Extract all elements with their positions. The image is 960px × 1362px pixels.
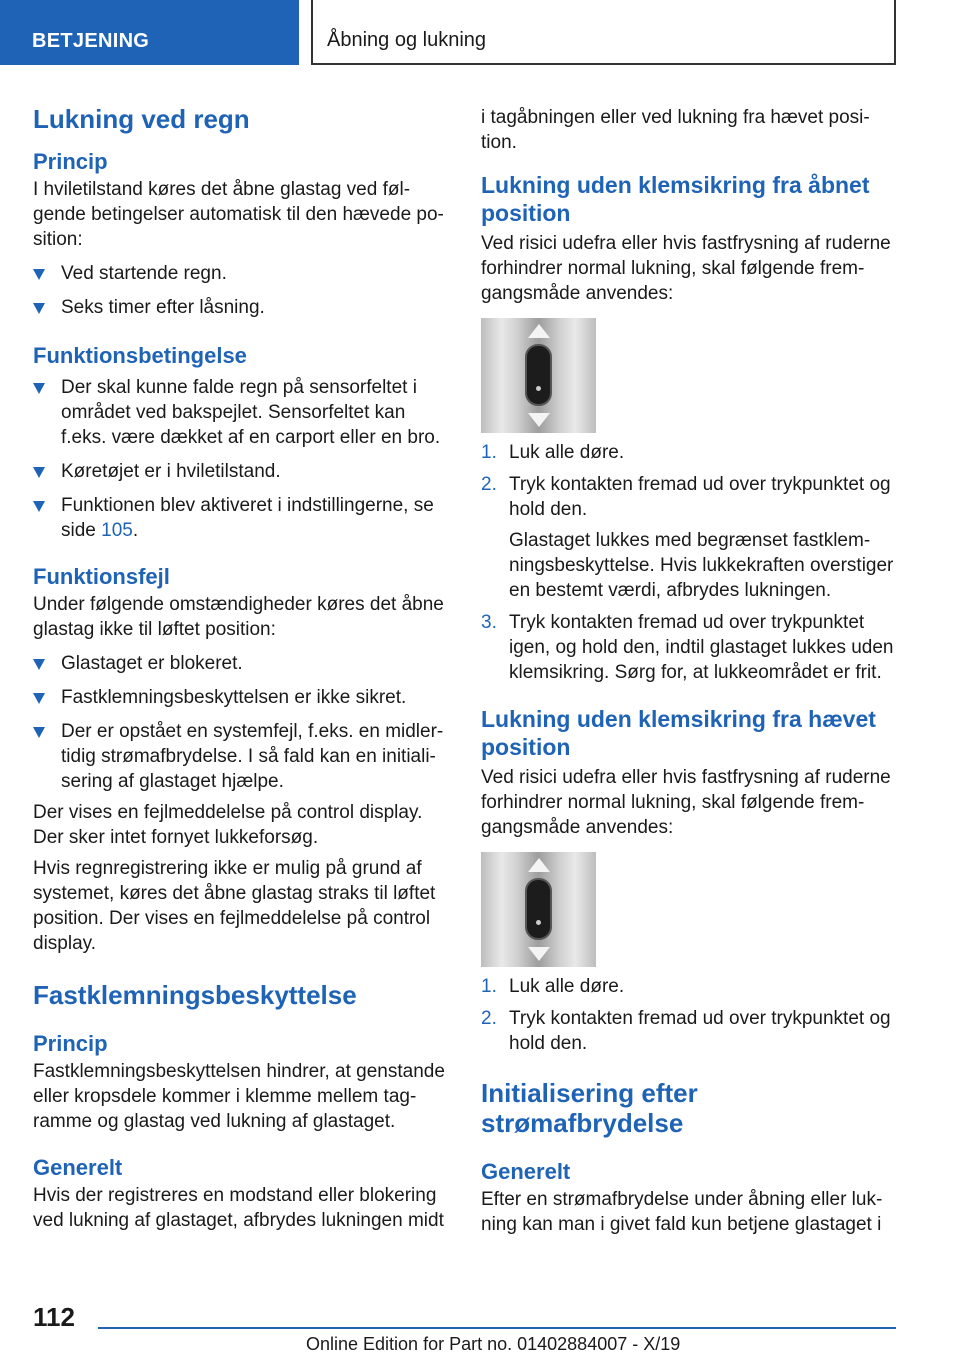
close-from-open-steps: [481, 440, 896, 685]
malfunction-text: Under følgende omstændigheder køres det åbne glastag ikke til løftet position:: [33, 594, 444, 640]
header-title: Åbning og lukning: [327, 29, 487, 51]
heading-general-2: Generelt: [481, 1159, 571, 1184]
page-number: 112: [33, 1302, 75, 1332]
footer-edition: Online Edition for Part no. 01402884007 - X/19: [306, 1334, 681, 1354]
principle-text: I hviletilstand køres det åbne glastag ved føl-gende betingelser automatisk til den hævede po-sition:: [33, 179, 444, 250]
list-item: Der er opstået en systemfejl, f.eks. en midler-tidig strømafbrydelse. I så fald kan en initiali-sering af glastaget hjælpe.: [33, 719, 448, 794]
bullet-triangle-icon: [33, 383, 45, 394]
list-item: Funktionen blev aktiveret i indstillingerne, se side 105.: [33, 493, 448, 543]
heading-principle: Princip: [33, 149, 108, 174]
bullet-triangle-icon: [33, 269, 45, 280]
header-section-label: BETJENING: [32, 30, 150, 52]
bullet-triangle-icon: [33, 727, 45, 738]
arrow-up-icon: [528, 324, 550, 338]
malfunction-bullet-list: [33, 651, 448, 794]
switch-icon: [525, 878, 552, 940]
list-item: 1. Luk alle døre.: [481, 442, 625, 463]
heading-initialization: Initialisering efter strømafbrydelse: [481, 1078, 698, 1138]
heading-malfunction: Funktionsfejl: [33, 564, 170, 589]
left-column: [33, 102, 448, 1233]
conditions-bullet-list: [33, 375, 448, 543]
list-item: 3. Tryk kontakten fremad ud over trykpunktet igen, og hold den, indtil glastaget lukkes uden klemsikring. Sørg for, at lukkeområdet er frit.: [481, 612, 894, 683]
step-note: Glastaget lukkes med begrænset fastklem-ningsbeskyttelse. Hvis lukkekraften overstiger en bestemt værdi, afbrydes lukningen.: [509, 530, 894, 601]
bullet-triangle-icon: [33, 693, 45, 704]
header-section-tab: [0, 0, 299, 65]
arrow-up-icon: [528, 858, 550, 872]
close-from-raised-text: Ved risici udefra eller hvis fastfrysning af ruderne forhindrer normal lukning, skal følgende frem-gangsmåde anvendes:: [481, 767, 891, 838]
footer-divider: [98, 1327, 896, 1329]
heading-close-from-open: Lukning uden klemsikring fra åbnet position: [481, 172, 870, 226]
header-title-box: [311, 0, 896, 65]
malfunction-note-1: Der vises en fejlmeddelelse på control display. Der sker intet fornyet lukkeforsøg.: [33, 802, 423, 848]
switch-icon: [525, 344, 552, 406]
list-item: 1. Luk alle døre.: [481, 976, 625, 997]
principle-bullet-list: [33, 261, 448, 320]
heading-close-from-raised: Lukning uden klemsikring fra hævet position: [481, 706, 876, 760]
list-item: Der skal kunne falde regn på sensorfeltet i området ved bakspejlet. Sensorfeltet kan f.eks. være dækket af en carport eller en bro.: [33, 375, 448, 450]
arrow-down-icon: [528, 413, 550, 427]
page-reference-link[interactable]: 105: [101, 520, 133, 541]
heading-pinch-protection: Fastklemningsbeskyttelse: [33, 980, 357, 1010]
list-item: 2. Tryk kontakten fremad ud over trykpunktet og hold den.: [481, 1008, 891, 1054]
close-from-raised-steps: [481, 974, 896, 1056]
continued-text: i tagåbningen eller ved lukning fra hævet posi-tion.: [481, 107, 870, 153]
list-item: Glastaget er blokeret.: [33, 651, 448, 676]
bullet-triangle-icon: [33, 659, 45, 670]
heading-principle-2: Princip: [33, 1031, 108, 1056]
general-text: Hvis der registreres en modstand eller blokering ved lukning af glastaget, afbrydes lukningen midt: [33, 1185, 444, 1231]
right-column: [481, 102, 896, 1237]
bullet-triangle-icon: [33, 501, 45, 512]
list-item: 2. Tryk kontakten fremad ud over trykpunktet og hold den. Glastaget lukkes med begrænset fastklem-ningsbeskyttelse. Hvis lukkekraften overstiger en bestemt værdi, afbrydes lukningen.: [481, 472, 896, 603]
close-from-open-text: Ved risici udefra eller hvis fastfrysning af ruderne forhindrer normal lukning, skal følgende frem-gangsmåde anvendes:: [481, 233, 891, 304]
roof-switch-image: [481, 852, 596, 967]
arrow-down-icon: [528, 947, 550, 961]
bullet-triangle-icon: [33, 467, 45, 478]
list-item: Ved startende regn.: [33, 261, 448, 286]
heading-conditions: Funktionsbetingelse: [33, 343, 247, 368]
principle-2-text: Fastklemningsbeskyttelsen hindrer, at genstande eller kropsdele kommer i klemme mellem tag-ramme og glastag ved lukning af glastaget.: [33, 1061, 445, 1132]
bullet-triangle-icon: [33, 303, 45, 314]
roof-switch-image: [481, 318, 596, 433]
general-2-text: Efter en strømafbrydelse under åbning eller luk-ning kan man i givet fald kun betjene glastaget i: [481, 1189, 883, 1235]
heading-rain-closing: Lukning ved regn: [33, 104, 250, 134]
list-item: Fastklemningsbeskyttelsen er ikke sikret.: [33, 685, 448, 710]
list-item: Seks timer efter låsning.: [33, 295, 448, 320]
malfunction-note-2: Hvis regnregistrering ikke er mulig på grund af systemet, køres det åbne glastag straks til løftet position. Der vises en fejlmeddelelse på control display.: [33, 858, 436, 954]
list-item: Køretøjet er i hviletilstand.: [33, 459, 448, 484]
heading-general: Generelt: [33, 1155, 123, 1180]
